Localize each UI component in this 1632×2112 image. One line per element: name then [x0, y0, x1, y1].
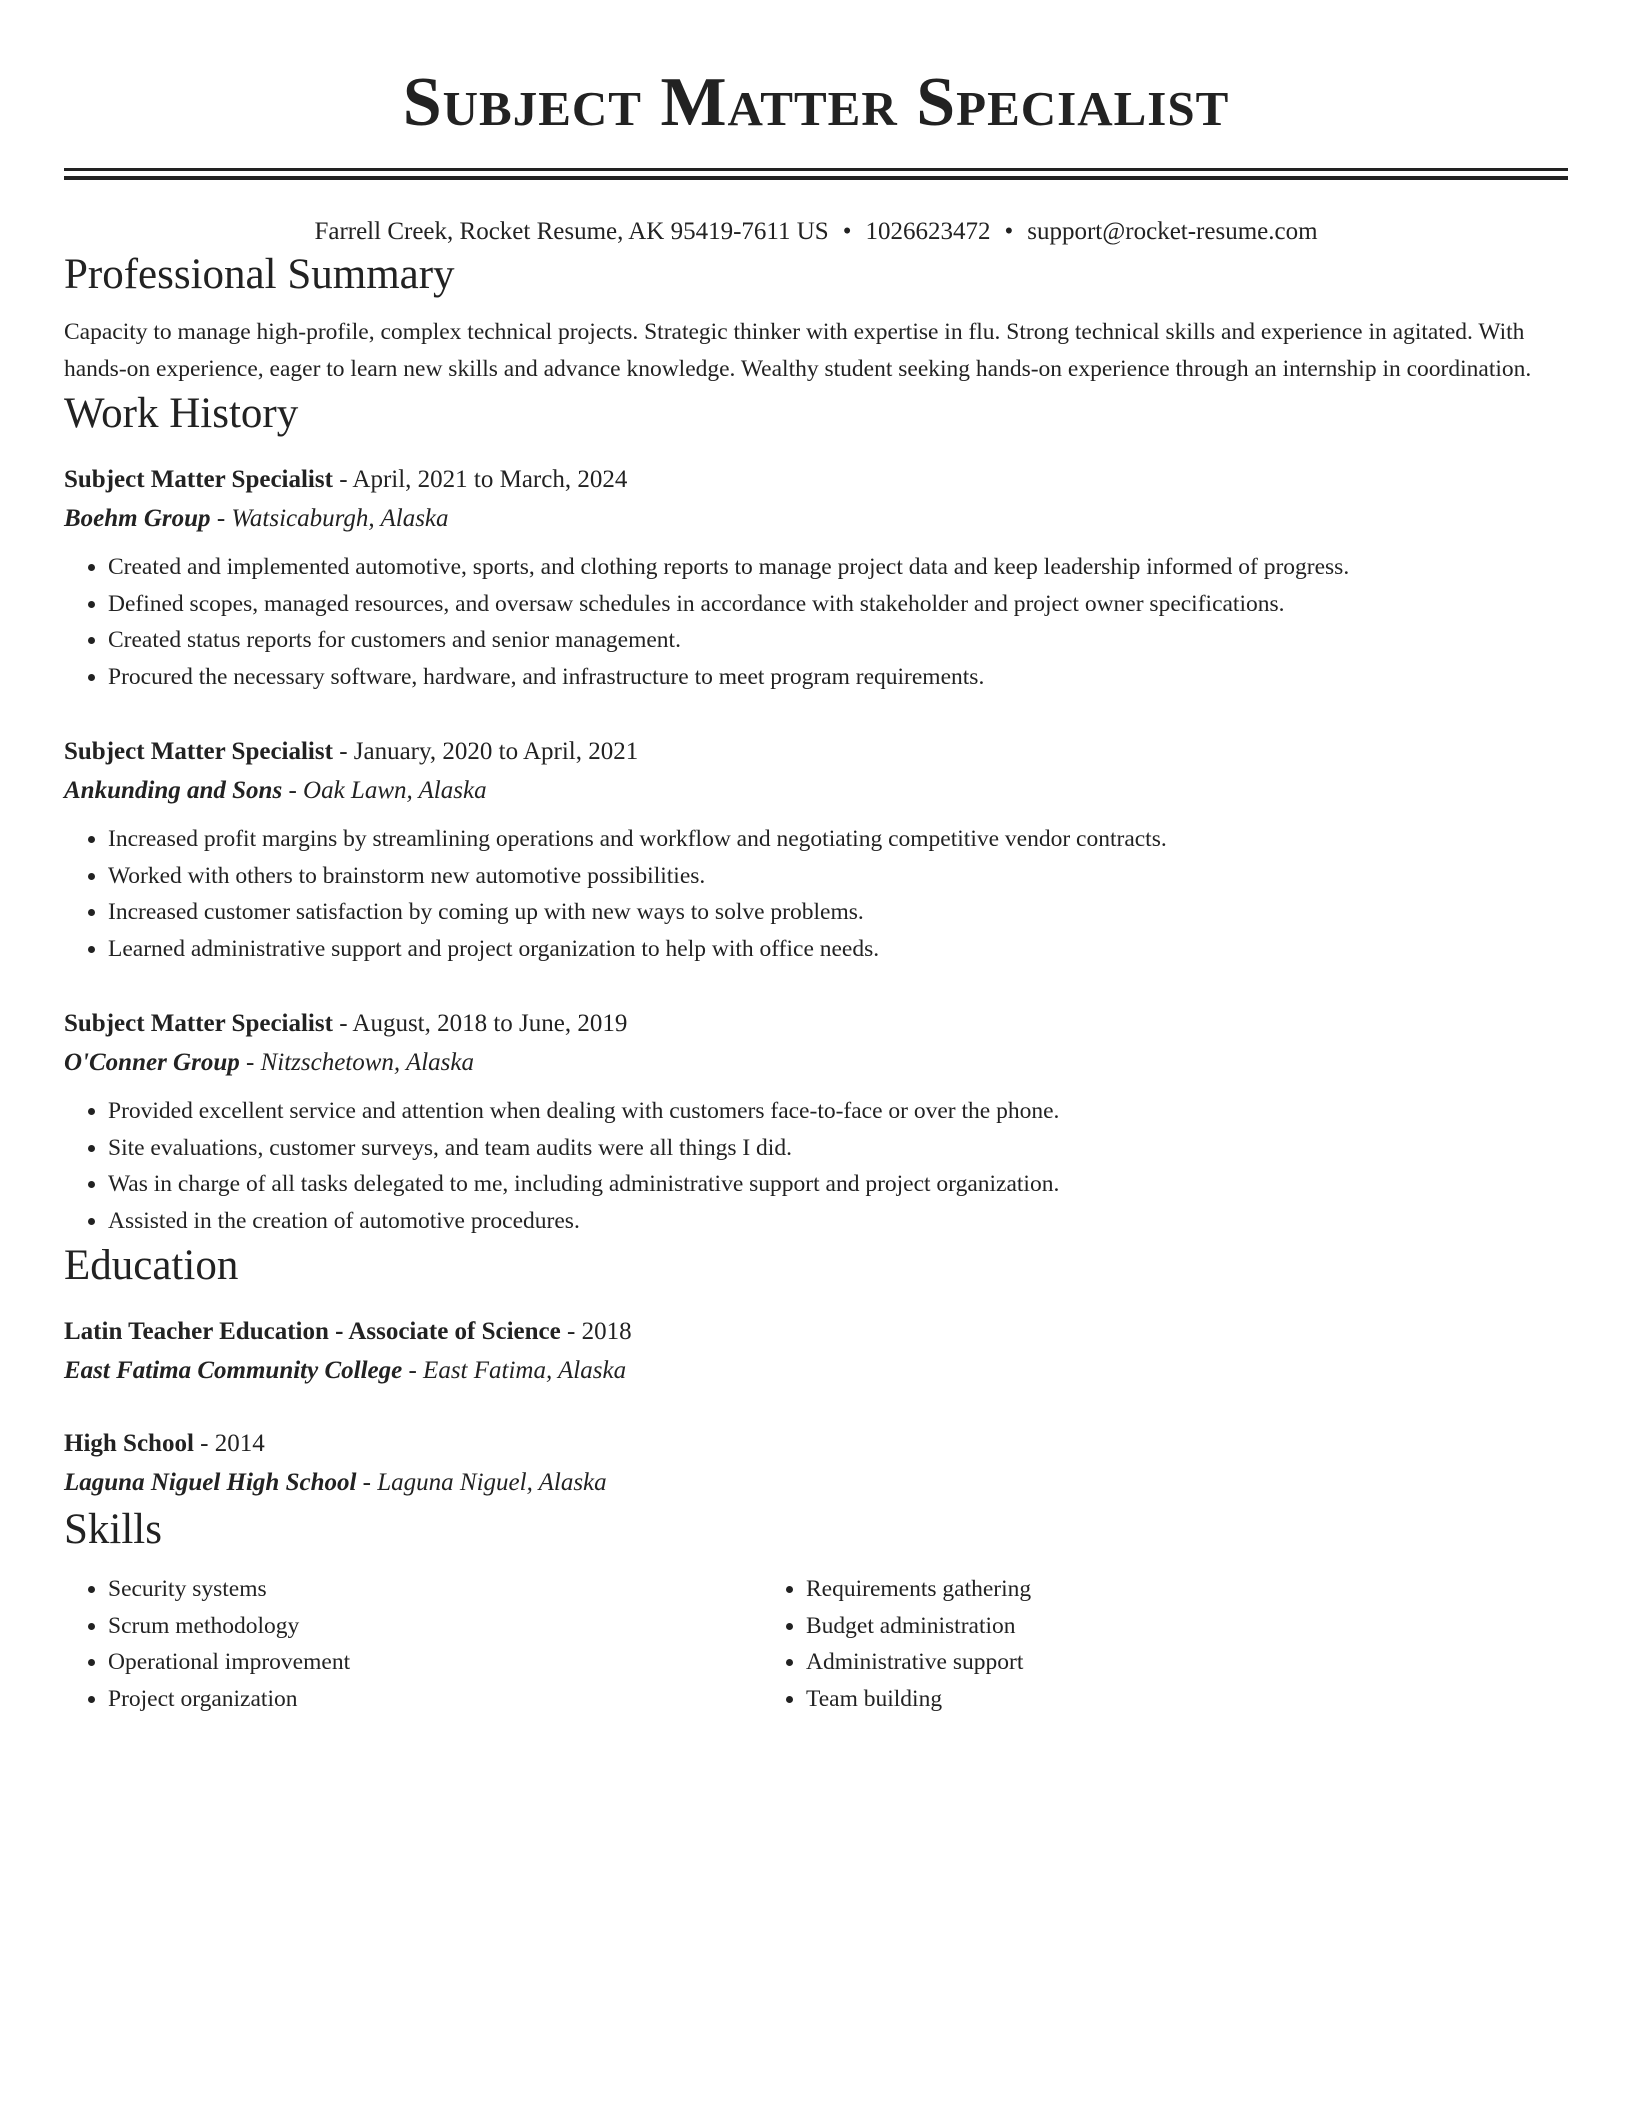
- skill-item: • Administrative support: [806, 1644, 1504, 1681]
- job-entry: [64, 733, 1568, 967]
- contact-address: Farrell Creek, Rocket Resume, AK 95419-7611 US: [314, 218, 829, 245]
- contact-separator: •: [1004, 218, 1014, 245]
- list-item: • Procured the necessary software, hardware, and infrastructure to meet program requirements.: [108, 659, 1568, 696]
- summary-heading: Professional Summary: [64, 251, 455, 298]
- job-location: - Watsicaburgh, Alaska: [210, 505, 449, 532]
- work-history-heading: Work History: [64, 390, 299, 437]
- job-company-line: [64, 1043, 1568, 1083]
- header-rule-bottom: [64, 176, 1568, 180]
- list-item: • Site evaluations, customer surveys, and team audits were all things I did.: [108, 1130, 1568, 1167]
- list-item: • Increased customer satisfaction by coming up with new ways to solve problems.: [108, 894, 1568, 931]
- education-school-line: [64, 1463, 1568, 1503]
- education-school: East Fatima Community College: [64, 1357, 403, 1384]
- job-title-line: [64, 733, 1568, 771]
- list-item: • Increased profit margins by streamlining operations and workflow and negotiating competitive vendor contracts.: [108, 821, 1568, 858]
- job-bullets: [64, 821, 1568, 967]
- education-degree: Latin Teacher Education - Associate of Science: [64, 1318, 561, 1345]
- contact-line: [64, 216, 1568, 248]
- skills-columns: [64, 1571, 1568, 1717]
- header-rule-top: [64, 168, 1568, 171]
- skill-item: • Requirements gathering: [806, 1571, 1504, 1608]
- skill-item: • Security systems: [108, 1571, 762, 1608]
- job-title: Subject Matter Specialist: [64, 466, 333, 493]
- job-company: Boehm Group: [64, 505, 211, 532]
- job-company: O'Conner Group: [64, 1049, 240, 1076]
- job-title-line: [64, 461, 1568, 499]
- skill-item: • Team building: [806, 1681, 1504, 1718]
- skill-item: • Project organization: [108, 1681, 762, 1718]
- education-school: Laguna Niguel High School: [64, 1469, 357, 1496]
- education-degree-line: [64, 1313, 1568, 1351]
- job-location: - Oak Lawn, Alaska: [282, 777, 487, 804]
- job-entry: [64, 1005, 1568, 1239]
- job-bullets: [64, 549, 1568, 695]
- summary-text: Capacity to manage high-profile, complex technical projects. Strategic thinker with expertise in flu. Strong technical skills and experience in agitated. With hands-on experience, eager to learn new skills and advance knowledge. Wealthy student seeking hands-on experience through an internship in coordination.: [64, 319, 1532, 382]
- job-company-line: [64, 771, 1568, 811]
- education-entry: [64, 1313, 1568, 1391]
- list-item: • Was in charge of all tasks delegated to me, including administrative support and project organization.: [108, 1166, 1568, 1203]
- job-dates: - August, 2018 to June, 2019: [332, 1010, 628, 1037]
- job-dates: - April, 2021 to March, 2024: [332, 466, 628, 493]
- job-title-line: [64, 1005, 1568, 1043]
- skill-item: • Operational improvement: [108, 1644, 762, 1681]
- list-item: • Worked with others to brainstorm new automotive possibilities.: [108, 858, 1568, 895]
- job-bullets: [64, 1093, 1568, 1239]
- job-company-line: [64, 499, 1568, 539]
- skills-list-right: [762, 1571, 1504, 1717]
- education-heading: Education: [64, 1242, 239, 1289]
- job-title: Subject Matter Specialist: [64, 1010, 333, 1037]
- job-title: Subject Matter Specialist: [64, 738, 333, 765]
- skills-list-left: [64, 1571, 762, 1717]
- list-item: • Created and implemented automotive, sports, and clothing reports to manage project data and keep leadership informed of progress.: [108, 549, 1568, 586]
- education-entry: [64, 1425, 1568, 1503]
- skills-heading: Skills: [64, 1506, 162, 1553]
- list-item: • Provided excellent service and attention when dealing with customers face-to-face or over the phone.: [108, 1093, 1568, 1130]
- contact-separator: •: [842, 218, 852, 245]
- job-company: Ankunding and Sons: [64, 777, 283, 804]
- job-location: - Nitzschetown, Alaska: [239, 1049, 475, 1076]
- education-location: - Laguna Niguel, Alaska: [356, 1469, 607, 1496]
- job-entry: [64, 461, 1568, 695]
- list-item: • Defined scopes, managed resources, and oversaw schedules in accordance with stakeholder and project owner specifications.: [108, 586, 1568, 623]
- education-year: - 2018: [560, 1318, 632, 1345]
- job-dates: - January, 2020 to April, 2021: [332, 738, 639, 765]
- education-degree-line: [64, 1425, 1568, 1463]
- education-school-line: [64, 1351, 1568, 1391]
- skill-item: • Budget administration: [806, 1608, 1504, 1645]
- contact-email: support@rocket-resume.com: [1027, 218, 1318, 245]
- education-location: - East Fatima, Alaska: [402, 1357, 627, 1384]
- education-year: - 2014: [193, 1430, 265, 1457]
- skill-item: • Scrum methodology: [108, 1608, 762, 1645]
- resume-name: Subject Matter Specialist: [402, 64, 1230, 141]
- list-item: • Assisted in the creation of automotive procedures.: [108, 1203, 1568, 1240]
- list-item: • Learned administrative support and project organization to help with office needs.: [108, 931, 1568, 968]
- education-degree: High School: [64, 1430, 194, 1457]
- list-item: • Created status reports for customers and senior management.: [108, 622, 1568, 659]
- contact-phone: 1026623472: [865, 218, 991, 245]
